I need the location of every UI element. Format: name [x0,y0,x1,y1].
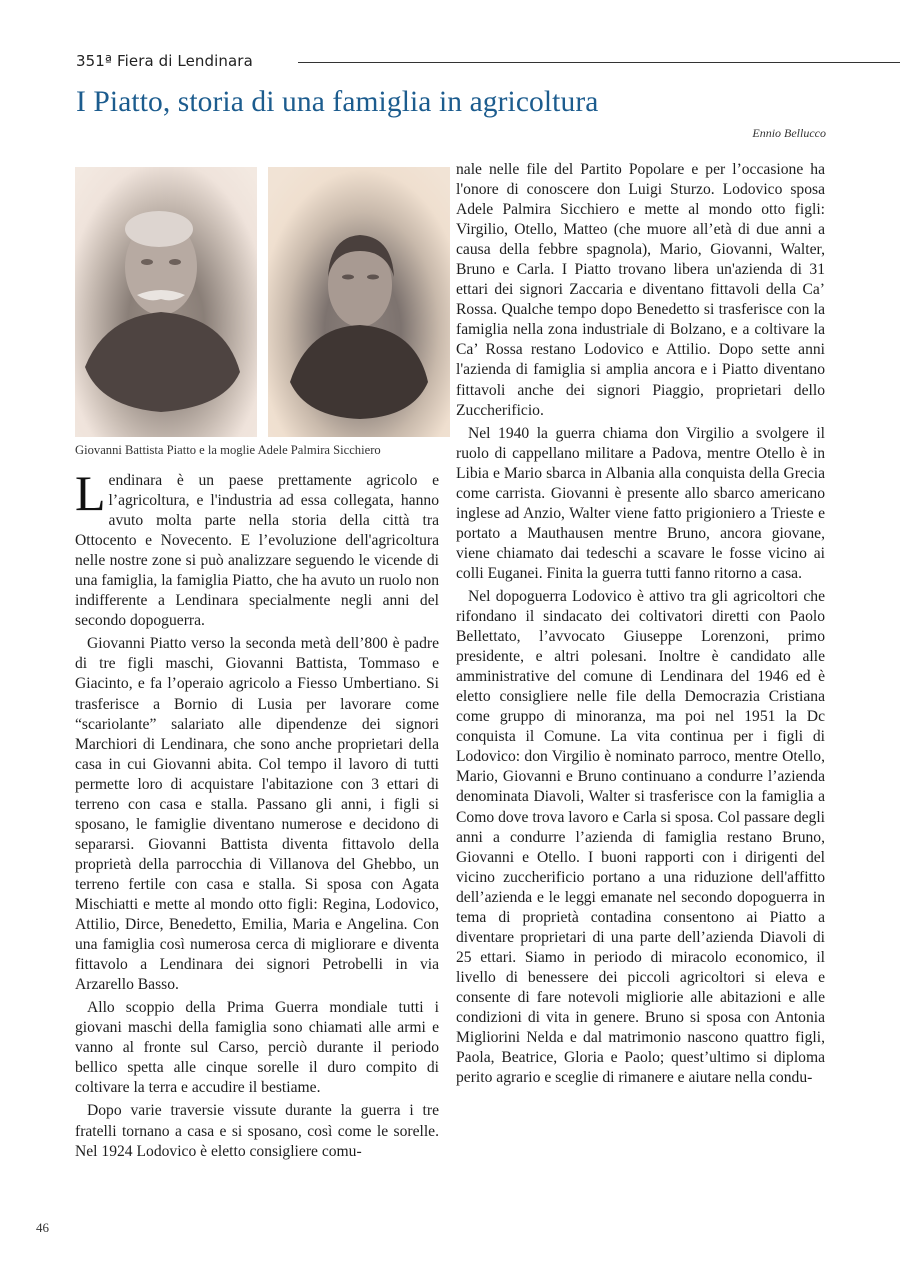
paragraph: Allo scoppio della Prima Guerra mondiale tutti i giovani maschi della famiglia sono chiamati alle armi e vanno al fronte sul Carso, perciò durante il periodo bellico spetta alle cinque sorelle il duro compito di coltivare la terra e accudire il bestiame. [75,999,439,1097]
paragraph: Nel dopoguerra Lodovico è attivo tra gli agricoltori che rifondano il sindacato dei coltivatori diretti con Paolo Bellettato, l’avvocato Giuseppe Lorenzoni, primo presidente, e altri polesani. Inoltre è candidato alle amministrative del comune di Lendinara del 1946 ed è eletto consigliere nelle file della Democrazia Cristiana come gruppo di minoranza, ma poi nel 1951 la Dc conquista il Comune. La vita continua per i figli di Lodovico: don Virgilio è nominato parroco, mentre Otello, Mario, Giovanni e Bruno continuano a condurre l’azienda denominata Diavoli, Walter si trasferisce con la famiglia a Como dove trova lavoro e Carla si sposa. Col passare degli anni a condurre l’azienda di famiglia restano Bruno, Giovanni e Otello. I buoni rapporti con i dirigenti del vicino zuccherificio portano a una riduzione dell'affitto dell’azienda e le leggi emanate nel secondo dopoguerra in tema di proprietà contadina consentono ai Piatto a diventare proprietari di una parte dell’azienda Diavoli di 25 ettari. Siamo in periodo di miracolo economico, il livello di benessere dei piccoli agricoltori si eleva e consente di fare notevoli migliorie alle abitazioni e alle condizioni di vita in genere. Bruno si sposa con Antonia Migliorini Nelda e dal matrimonio nascono quattro figli, Paola, Beatrice, Gloria e Paolo; quest’ultimo si diploma perito agrario e sceglie di rimanere e aiutare nella condu- [456,587,825,1087]
drop-cap: L [75,465,106,521]
page-number: 46 [36,1220,49,1235]
header-rule [298,62,900,63]
paragraph-continued: nale nelle file del Partito Popolare e per l’occasione ha l'onore di conoscere don Luigi Sturzo. Lodovico sposa Adele Palmira Sicchiero e mette al mondo otto figli: Virgilio, Otello, Matteo (che muore all’età di due anni a causa della febbre spagnola), Mario, Giovanni, Walter, Bruno e Carla. I Piatto trovano libera un'azienda di 31 ettari dei signori Zaccaria e diventano fittavoli della Ca’ Rossa. Qualche tempo dopo Benedetto si trasferisce con la famiglia nella zona industriale di Bolzano, e a coltivare la Ca’ Rossa restano Lodovico e Attilio. Dopo sette anni l'azienda di famiglia si amplia ancora e i Piatto diventano fittavoli anche dei signori Piaggio, proprietari dello Zuccherificio. [456,161,825,419]
paragraph: Dopo varie traversie vissute durante la guerra i tre fratelli tornano a casa e si sposano, così come le sorelle. Nel 1924 Lodovico è eletto consigliere comu- [75,1102,439,1160]
paragraph: Giovanni Piatto verso la seconda metà dell’800 è padre di tre figli maschi, Giovanni Battista, Tommaso e Giacinto, e fa l’operaio agricolo a Fiesso Umbertiano. Si trasferisce a Bornio di Lusia per lavorare come “scariolante” salariato alle dipendenze dei signori Marchiori di Lendinara, che sono anche proprietari della casa in cui Giovanni abita. Col tempo il lavoro di tutti permette loro di acquistare l'abitazione con 3 ettari di terreno con casa e stalla. Passano gli anni, i figli si sposano, le famiglie diventano numerose e decidono di separarsi. Giovanni Battista diventa fittavolo della proprietà della parrocchia di Villanova del Ghebbo, un terreno fertile con casa e stalla. Si sposa con Agata Mischiatti e mette al mondo otto figli: Regina, Lodovico, Attilio, Dirce, Benedetto, Emilia, Maria e Angelina. Con una famiglia così numerosa cerca di migliorare e diventa fittavolo a Lendinara dei signori Petrobelli in via Arzarello Basso. [75,635,439,994]
photo-giovanni-battista-piatto [75,167,257,437]
portrait-man-image [75,167,257,437]
article-column-left [75,465,439,1165]
section-kicker: 351ª Fiera di Lendinara [76,52,253,70]
article-title: I Piatto, storia di una famiglia in agricoltura [76,86,599,118]
paragraph-intro [75,465,439,631]
portrait-woman-image [268,167,450,437]
photo-adele-palmira-sicchiero [268,167,450,437]
paragraph-text: endinara è un paese prettamente agricolo e l’agricoltura, e l'industria ad essa collegata, hanno avuto molta parte nella storia della città tra Ottocento e Novecento. E l’evoluzione dell'agricoltura nelle nostre zone si può analizzare seguendo le vicende di una famiglia, la famiglia Piatto, che ha avuto un ruolo non indifferente a Lendinara specialmente negli anni del secondo dopoguerra. [75,472,439,630]
figure-caption: Giovanni Battista Piatto e la moglie Adele Palmira Sicchiero [75,443,381,457]
article-column-right [456,160,825,1091]
paragraph: Nel 1940 la guerra chiama don Virgilio a svolgere il ruolo di cappellano militare a Padova, mentre Otello è in Libia e Mario sbarca in Albania alla conquista della Grecia come carrista. Giovanni è presente allo sbarco americano inglese ad Anzio, Walter viene fatto prigioniero a Trieste e portato a Mauthausen mentre Bruno, ancora giovane, viene chiamato dai tedeschi a scavare le fosse vicino ai colli Euganei. Finita la guerra tutti fanno ritorno a casa. [456,424,825,582]
article-author: Ennio Bellucco [752,126,826,140]
